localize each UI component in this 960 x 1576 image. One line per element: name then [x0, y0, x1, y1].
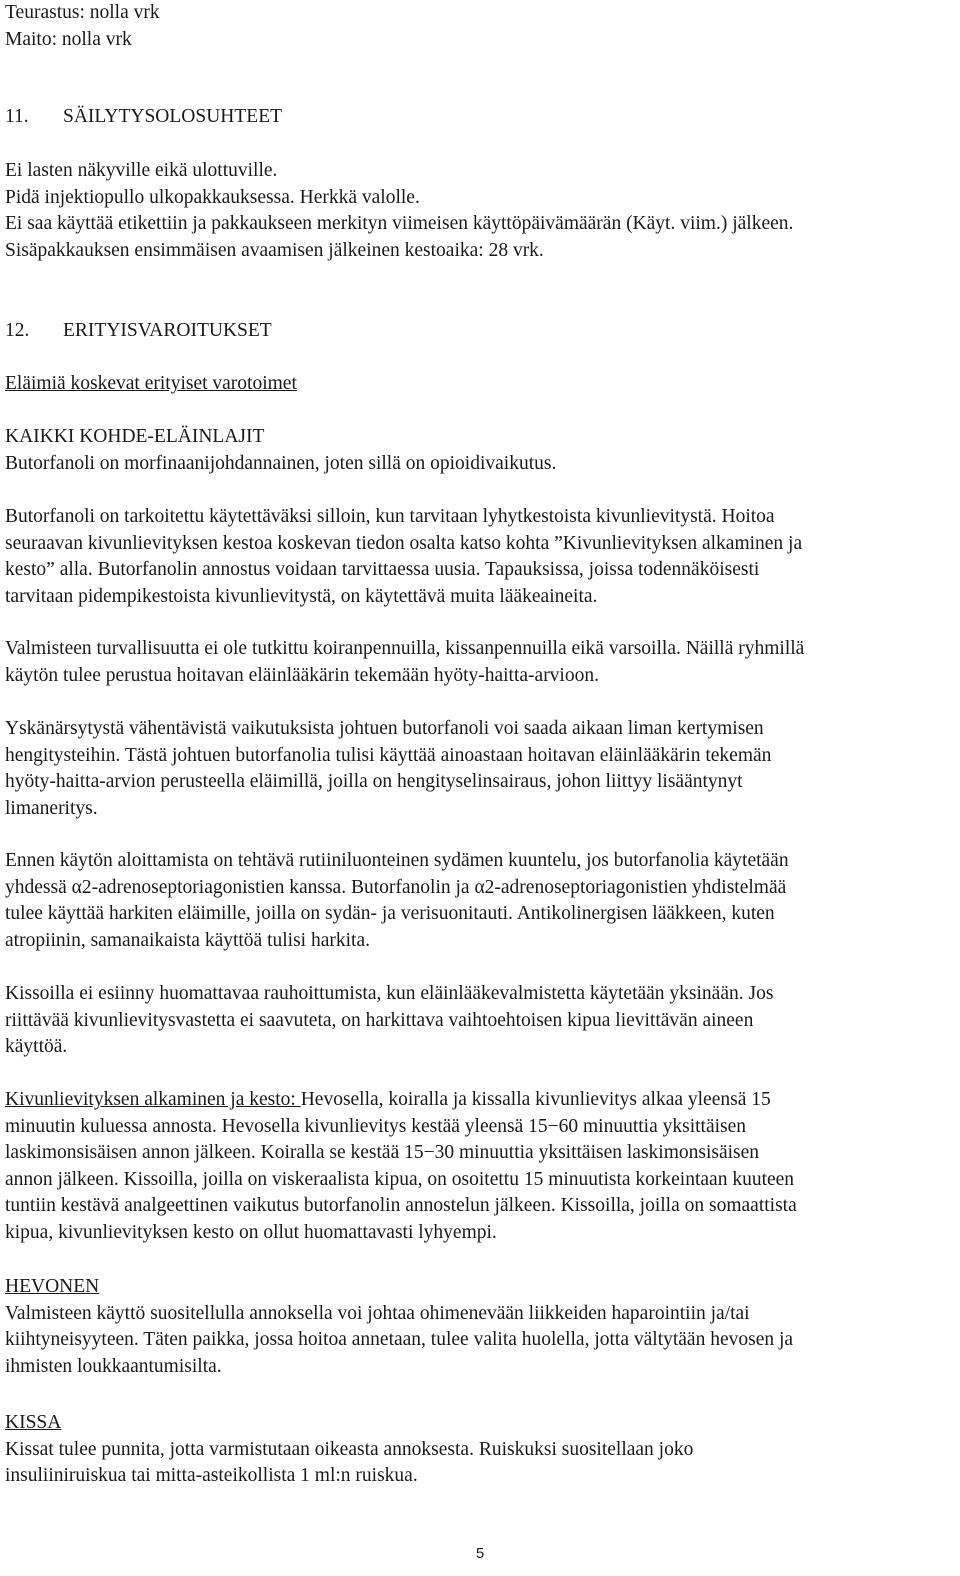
paragraph-line: laskimonsisäisen annon jälkeen. Koiralla se kestää 15−30 minuuttia yksittäisen laskimonsisäisen	[5, 1142, 760, 1164]
paragraph-line: Butorfanoli on tarkoitettu käytettäväksi silloin, kun tarvitaan lyhytkestoista kivunlievitystä. Hoitoa	[5, 506, 775, 527]
onset-first-line: Hevosella, koiralla ja kissalla kivunlievitys alkaa yleensä 15	[300, 1089, 771, 1110]
paragraph-line: Valmisteen turvallisuutta ei ole tutkittu koiranpennuilla, kissanpennuilla eikä varsoilla. Näillä ryhmillä	[5, 638, 805, 659]
page-number: 5	[475, 1545, 485, 1562]
section-11-title: SÄILYTYSOLOSUHTEET	[63, 106, 283, 127]
paragraph-line: seuraavan kivunlievityksen kestoa koskevan tiedon osalta katso kohta ”Kivunlievityksen alkaminen ja	[5, 532, 803, 554]
paragraph-line: minuutin kuluessa annosta. Hevosella kivunlievitys kestää yleensä 15−60 minuuttia yksittäisen	[5, 1115, 747, 1137]
paragraph-line: annon jälkeen. Kissoilla, joilla on viskeraalista kipua, on osoitettu 15 minuutista korkeintaan kuuteen	[5, 1168, 795, 1190]
section-12-heading	[5, 318, 272, 345]
subheading-text: Eläimiä koskevat erityiset varotoimet	[5, 373, 297, 394]
paragraph-line: kiihtyneisyyteen. Täten paikka, jossa hoitoa annetaan, tulee valita huolella, jotta vältytään hevosen ja	[5, 1329, 794, 1351]
withdrawal-milk: Maito: nolla vrk	[5, 28, 132, 50]
paragraph-line: Ennen käytön aloittamista on tehtävä rutiiniluonteinen sydämen kuuntelu, jos butorfanolia käytetään	[5, 850, 789, 871]
section-11-heading	[5, 104, 282, 131]
paragraph-onset-duration	[5, 1087, 797, 1247]
paragraph-line: atropiinin, samanaikaista käyttöä tulisi harkita.	[5, 929, 370, 951]
cat-block	[5, 1410, 693, 1490]
paragraph-safety	[5, 636, 804, 689]
all-species-block	[5, 424, 556, 477]
paragraph-line: käytön tulee perustua hoitavan eläinlääkärin tekemään hyöty-haitta-arvioon.	[5, 664, 599, 686]
onset-label: Kivunlievityksen alkaminen ja kesto:	[5, 1089, 301, 1110]
paragraph-line: Yskänärsytystä vähentävistä vaikutuksista johtuen butorfanoli voi saada aikaan liman kertymisen	[5, 718, 764, 739]
paragraph-line: kesto” alla. Butorfanolin annostus voidaan tarvittaessa uusia. Tapauksissa, joissa todennäköisesti	[5, 559, 760, 581]
withdrawal-periods	[5, 0, 160, 53]
storage-line: Pidä injektiopullo ulkopakkauksessa. Herkkä valolle.	[5, 186, 420, 208]
paragraph-line: tulee käyttää harkiten eläimille, joilla on sydän- ja verisuonitauti. Antikolinergisen lääkkeen, kuten	[5, 903, 775, 925]
withdrawal-meat: Teurastus: nolla vrk	[5, 2, 160, 23]
paragraph-line: riittävää kivunlievitysvastetta ei saavuteta, on harkittava vaihtoehtoisen kipua lievittävän aineen	[5, 1009, 754, 1031]
paragraph-line: tarvitaan pidempikestoista kivunlievitystä, on käytettävä muita lääkeaineita.	[5, 585, 598, 607]
paragraph-cats-sedation	[5, 981, 773, 1061]
paragraph-line: ihmisten loukkaantumisilta.	[5, 1355, 222, 1377]
storage-conditions	[5, 158, 793, 264]
paragraph-line: hengitysteihin. Tästä johtuen butorfanolia tulisi käyttää ainoastaan hoitavan eläinlääkärin tekemän	[5, 744, 772, 766]
section-12-number: 12.	[5, 320, 30, 341]
paragraph-line: kipua, kivunlievityksen kesto on ollut huomattavasti lyhyempi.	[5, 1221, 497, 1243]
paragraph-respiratory	[5, 716, 771, 822]
storage-line: Ei lasten näkyville eikä ulottuville.	[5, 160, 278, 181]
paragraph-line: tuntiin kestävä analgeettinen vaikutus butorfanolin annostelun jälkeen. Kissoilla, joilla on somaattista	[5, 1195, 797, 1217]
all-species-title: KAIKKI KOHDE-ELÄINLAJIT	[5, 426, 265, 447]
precautions-subheading	[5, 371, 297, 398]
paragraph-line: yhdessä α2-adrenoseptoriagonistien kanssa. Butorfanolin ja α2-adrenoseptoriagonistien yhdistelmää	[5, 876, 787, 898]
paragraph-line: Kissoilla ei esiinny huomattavaa rauhoittumista, kun eläinlääkevalmistetta käytetään yksinään. Jos	[5, 983, 774, 1004]
paragraph-line: Butorfanoli on morfinaanijohdannainen, joten sillä on opioidivaikutus.	[5, 452, 557, 474]
cat-title: KISSA	[5, 1412, 62, 1433]
horse-title: HEVONEN	[5, 1276, 100, 1297]
storage-line: Sisäpakkauksen ensimmäisen avaamisen jälkeinen kestoaika: 28 vrk.	[5, 239, 544, 261]
paragraph-line: Kissat tulee punnita, jotta varmistutaan oikeasta annoksesta. Ruiskuksi suositellaan joko	[5, 1438, 694, 1460]
storage-line: Ei saa käyttää etikettiin ja pakkaukseen merkityn viimeisen käyttöpäivämäärän (Käyt. viim.) jälkeen.	[5, 213, 794, 235]
paragraph-line: Valmisteen käyttö suositellulla annoksella voi johtaa ohimenevään liikkeiden haparointiin ja/tai	[5, 1302, 750, 1324]
paragraph-line: limaneritys.	[5, 797, 98, 819]
paragraph-analgesia	[5, 504, 802, 610]
paragraph-line: käyttöä.	[5, 1036, 68, 1058]
section-12-title: ERITYISVAROITUKSET	[63, 320, 272, 341]
paragraph-cardiac	[5, 848, 789, 954]
section-11-number: 11.	[5, 106, 29, 127]
horse-block	[5, 1274, 793, 1380]
paragraph-line: insuliiniruiskua tai mitta-asteikollista 1 ml:n ruiskua.	[5, 1465, 418, 1487]
paragraph-line: hyöty-haitta-arvion perusteella eläimillä, joilla on hengityselinsairaus, johon liittyy lisääntynyt	[5, 771, 743, 793]
paragraph-line	[5, 1087, 797, 1114]
